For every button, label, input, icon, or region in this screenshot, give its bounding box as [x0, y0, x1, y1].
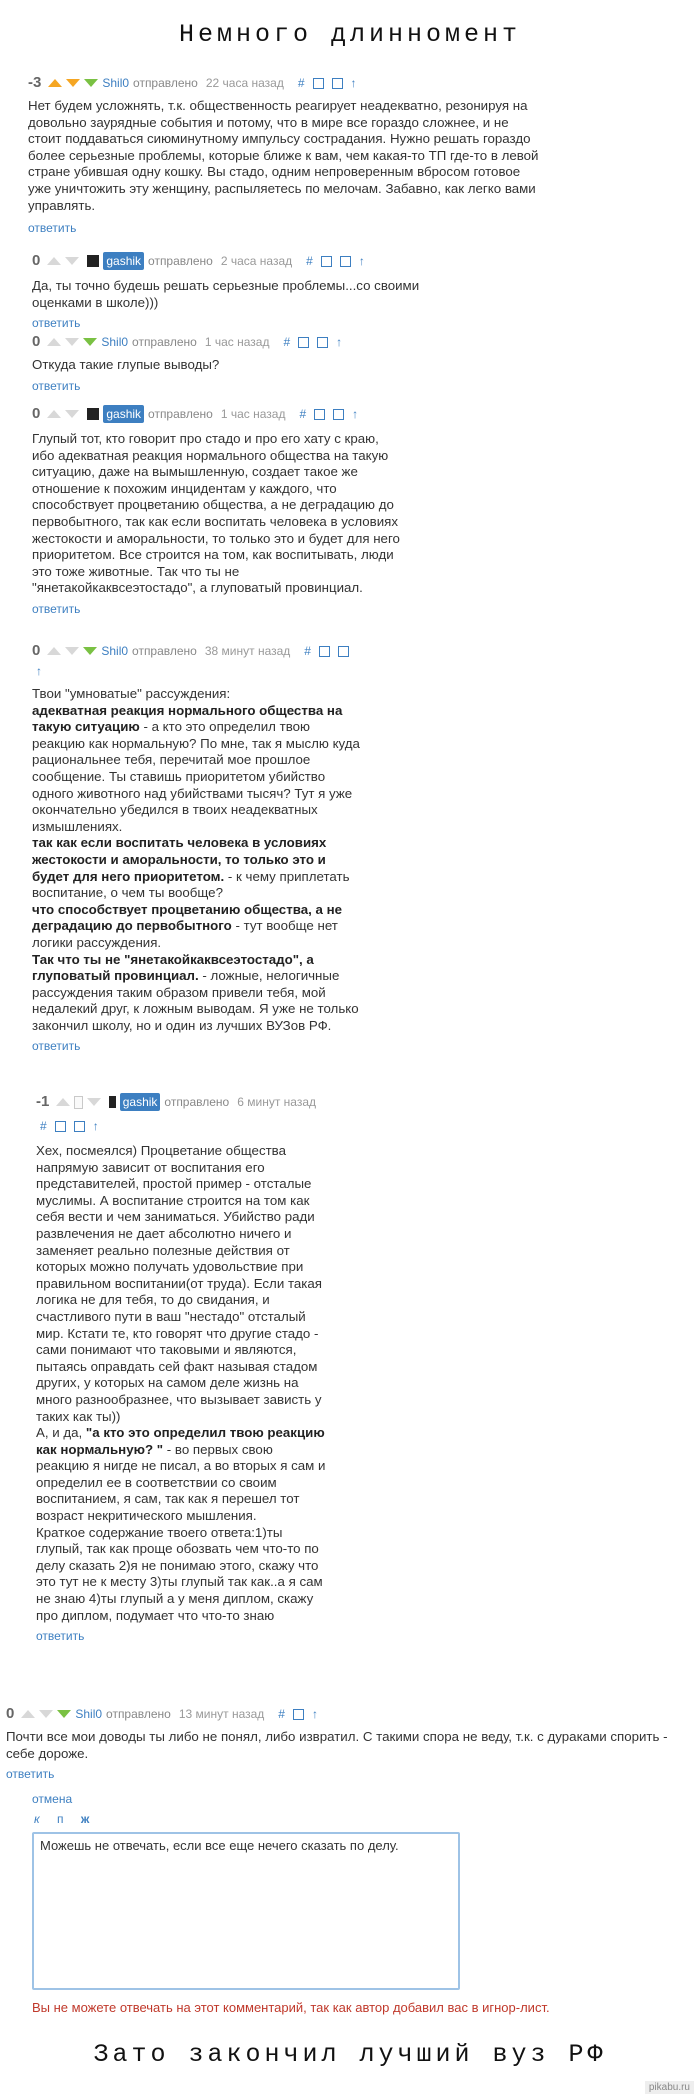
hash-icon[interactable]: # — [283, 335, 291, 349]
sent-label: отправлено — [164, 1095, 230, 1109]
save-icon[interactable] — [338, 646, 349, 657]
minimize-icon[interactable] — [298, 337, 309, 348]
rating: 0 — [32, 642, 41, 659]
rating: -3 — [28, 74, 42, 91]
vote-down-icon[interactable] — [87, 1098, 101, 1106]
comment-tools-wrap — [36, 1117, 326, 1135]
comment-text: Да, ты точно будешь решать серьезные проблемы...со своими оценками в школе))) — [32, 278, 420, 310]
vote-up-icon[interactable] — [56, 1098, 70, 1106]
format-underline-button[interactable]: п — [57, 1812, 64, 1826]
sent-label: отправлено — [132, 335, 197, 349]
avatar — [87, 408, 99, 420]
format-bold-button[interactable]: ж — [80, 1812, 90, 1826]
vote-down-icon[interactable] — [65, 338, 79, 346]
vote-down-green-icon[interactable] — [83, 338, 97, 346]
bottom-caption: Зато закончил лучший вуз РФ — [93, 2040, 607, 2069]
save-icon[interactable] — [293, 1709, 304, 1720]
rating: 0 — [32, 333, 41, 350]
hash-icon[interactable]: # — [306, 254, 313, 268]
vote-up-icon[interactable] — [47, 647, 61, 655]
reply-link[interactable]: ответить — [32, 378, 81, 393]
arrow-up-icon[interactable]: ↑ — [358, 254, 365, 268]
hash-icon[interactable]: # — [40, 1119, 47, 1133]
username[interactable]: Shil0 — [102, 76, 130, 90]
comment-header — [32, 642, 362, 660]
arrow-up-icon[interactable]: ↑ — [36, 664, 42, 678]
vote-down-icon[interactable] — [65, 410, 79, 418]
hash-icon[interactable]: # — [304, 644, 311, 658]
toolbar-icon[interactable] — [74, 1096, 82, 1109]
reply-link[interactable]: ответить — [32, 316, 81, 331]
reply-textarea[interactable] — [32, 1832, 460, 1990]
save-icon[interactable] — [333, 409, 344, 420]
format-italic-button[interactable]: к — [34, 1812, 40, 1826]
timestamp: 1 час назад — [204, 335, 270, 349]
comment-header — [28, 74, 543, 92]
vote-down-icon[interactable] — [65, 257, 79, 265]
sent-label: отправлено — [148, 407, 213, 421]
timestamp: 2 часа назад — [220, 254, 293, 268]
username[interactable]: Shil0 — [101, 644, 129, 658]
comment-5 — [32, 642, 362, 1054]
minimize-icon[interactable] — [319, 646, 330, 657]
comment-header — [36, 1093, 326, 1111]
vote-down-icon[interactable] — [65, 647, 79, 655]
top-caption: Немного длинномент — [178, 20, 522, 49]
comment-text: Почти все мои доводы ты либо не понял, либо извратил. С такими спора не веду, т.к. с дураками спорить - себе дороже. — [6, 1729, 668, 1761]
comment-text: Нет будем усложнять, т.к. общественность реагирует неадекватно, резонируя на довольно заурядные события и потому, что в мире все гораздо сложнее, и не стоит поддаваться сиюминутному импульсу сострадания. Нужно решать гораздо более серьезные проблемы, которые ближе к вам, чем какая-то ТП где-то в левой стране убившая одну кошку. Вы стадо, одним непроверенным вбросом готовое уже уничтожить эту женщину, распыляетесь по мелочам. Забавно, как легко вами управлять. — [28, 98, 539, 213]
vote-down-icon[interactable] — [66, 79, 80, 87]
hash-icon[interactable]: # — [299, 407, 307, 421]
vote-down-icon[interactable] — [39, 1710, 53, 1718]
reply-link[interactable]: ответить — [6, 1767, 55, 1782]
username[interactable]: gashik — [120, 1093, 161, 1111]
comment-2 — [32, 252, 432, 331]
sent-label: отправлено — [132, 644, 197, 658]
username[interactable]: Shil0 — [101, 335, 129, 349]
format-toolbar — [34, 1812, 103, 1826]
comment-text: Глупый тот, кто говорит про стадо и про его хату с краю, ибо адекватная реакция нормального общества на такую ситуацию, даже на вымышленную, создает такое же отношение к похожим инцидентам у каждого, что способствует процветанию общества, а не деградацию до первобытного, так как если воспитать человека в условиях жестокости и аморальности, то только это и будет для него приоритетом. Все строится на том, как воспитывать, люди это тоже животные. Так что ты не "янетакойкаквсеэтостадо", а глуповатый провинциал. — [32, 431, 400, 596]
hash-icon[interactable]: # — [297, 76, 305, 90]
minimize-icon[interactable] — [321, 256, 332, 267]
comment-text: Откуда такие глупые выводы? — [32, 357, 220, 372]
username[interactable]: gashik — [103, 405, 144, 423]
cancel-link[interactable]: отмена — [32, 1792, 73, 1806]
error-message: Вы не можете отвечать на этот комментарий, так как автор добавил вас в игнор-лист. — [32, 2000, 550, 2015]
comment-header — [32, 333, 432, 351]
sent-label: отправлено — [133, 76, 198, 90]
hash-icon[interactable]: # — [278, 1707, 285, 1721]
comment-1 — [28, 74, 543, 236]
minimize-icon[interactable] — [313, 78, 324, 89]
vote-down-green-icon[interactable] — [83, 647, 97, 655]
watermark: pikabu.ru — [645, 2081, 694, 2094]
comment-7 — [6, 1705, 696, 1782]
comment-text: Твои "умноватые" рассуждения: адекватная реакция нормального общества на такую ситуацию - а кто это определил твою реакцию как нормальную? По мне, так я мыслю куда рациональнее тебя, перечитай мое прошлое сообщение. Ты ставишь приоритетом убийство одного животного над убийствами тысяч? Тут я уже окончательно убедился в твоих неадекватных измышлениях. так как если воспитать человека в условиях жестокости и аморальности, то только это и будет для него приоритетом. - к чему приплетать воспитание, о чем ты вообще? что способствует процветанию общества, а не деградацию до первобытного - тут вообще нет логики рассуждения. Так что ты не "янетакойкаквсеэтостадо", а глуповатый провинциал. - ложные, нелогичные рассуждения таким образом привели тебя, мой недалекий друг, к ложным выводам. Я уже не только закончил школу, но и один из лучших ВУЗов РФ. — [32, 686, 360, 1033]
arrow-up-icon[interactable]: ↑ — [311, 1707, 318, 1721]
rating: 0 — [32, 252, 41, 269]
minimize-icon[interactable] — [314, 409, 325, 420]
timestamp: 22 часа назад — [205, 76, 284, 90]
timestamp: 13 минут назад — [178, 1707, 265, 1721]
timestamp: 6 минут назад — [237, 1095, 316, 1109]
username[interactable]: Shil0 — [75, 1707, 103, 1721]
vote-up-icon[interactable] — [47, 410, 61, 418]
save-icon[interactable] — [317, 337, 328, 348]
comment-header — [32, 252, 432, 270]
comment-header — [32, 405, 402, 423]
avatar — [109, 1096, 116, 1108]
arrow-up-icon[interactable]: ↑ — [352, 407, 359, 421]
save-icon[interactable] — [340, 256, 351, 267]
reply-link[interactable]: ответить — [36, 1629, 85, 1644]
vote-up-icon[interactable] — [47, 338, 61, 346]
vote-up-icon[interactable] — [21, 1710, 35, 1718]
comment-header — [6, 1705, 696, 1723]
sent-label: отправлено — [148, 254, 213, 268]
arrow-up-icon[interactable]: ↑ — [350, 76, 357, 90]
comment-3 — [32, 333, 432, 394]
vote-up-icon[interactable] — [47, 257, 61, 265]
comment-text: Хех, посмеялся) Процветание общества напрямую зависит от воспитания его представителей, простой пример - отсталые муслимы. А воспитание строится на том как себя вести и чем заниматься. Убийство ради развлечения не дает абсолютно ничего и заменяет реально полезные действия от которых можно получать удовольствие при правильном воспитании(от труда). Если такая логика не для тебя, то до свидания, и счастливого пути в ваш "нестадо" отсталый мир. Кстати те, кто говорят что другие стадо - сами понимают что таковыми и являются, пытаясь оправдать сей факт называя стадом других, у которых на самом деле жизнь на много разнообразнее, что вызывает зависть у таких как ты)) А, и да, "а кто это определил твою реакцию как нормальную? " - во первых свою реакцию я нигде не писал, а во вторых я сам и определил ее в соответствии со своим воспитанием, я сам, так как я перешел тот возраст некритического мышления. Краткое содержание твоего ответа:1)ты глупый, так как проще обозвать чем что-то по делу сказать 2)я не понимаю этого, скажу что это тут не к месту 3)ты глупый так как..а я сам не знаю 4)ты глупый а у меня диплом, скажу про диплом, подумает что что-то знаю — [36, 1143, 326, 1623]
arrow-up-icon[interactable]: ↑ — [92, 1119, 99, 1133]
timestamp: 1 час назад — [220, 407, 286, 421]
comment-4 — [32, 405, 402, 617]
rating: -1 — [36, 1093, 50, 1110]
minimize-icon[interactable] — [55, 1121, 66, 1132]
username[interactable]: gashik — [103, 252, 144, 270]
save-icon[interactable] — [332, 78, 343, 89]
comment-tools-wrap — [32, 662, 362, 680]
sent-label: отправлено — [106, 1707, 171, 1721]
reply-link[interactable]: ответить — [28, 221, 77, 236]
comment-6 — [36, 1093, 326, 1644]
rating: 0 — [32, 405, 41, 422]
arrow-up-icon[interactable]: ↑ — [336, 335, 343, 349]
rating: 0 — [6, 1705, 15, 1722]
reply-link[interactable]: ответить — [32, 1039, 81, 1054]
avatar — [87, 255, 99, 267]
timestamp: 38 минут назад — [204, 644, 291, 658]
vote-down-green-icon[interactable] — [84, 79, 98, 87]
vote-up-icon[interactable] — [48, 79, 62, 87]
reply-link[interactable]: ответить — [32, 601, 81, 616]
save-icon[interactable] — [74, 1121, 85, 1132]
vote-down-green-icon[interactable] — [57, 1710, 71, 1718]
